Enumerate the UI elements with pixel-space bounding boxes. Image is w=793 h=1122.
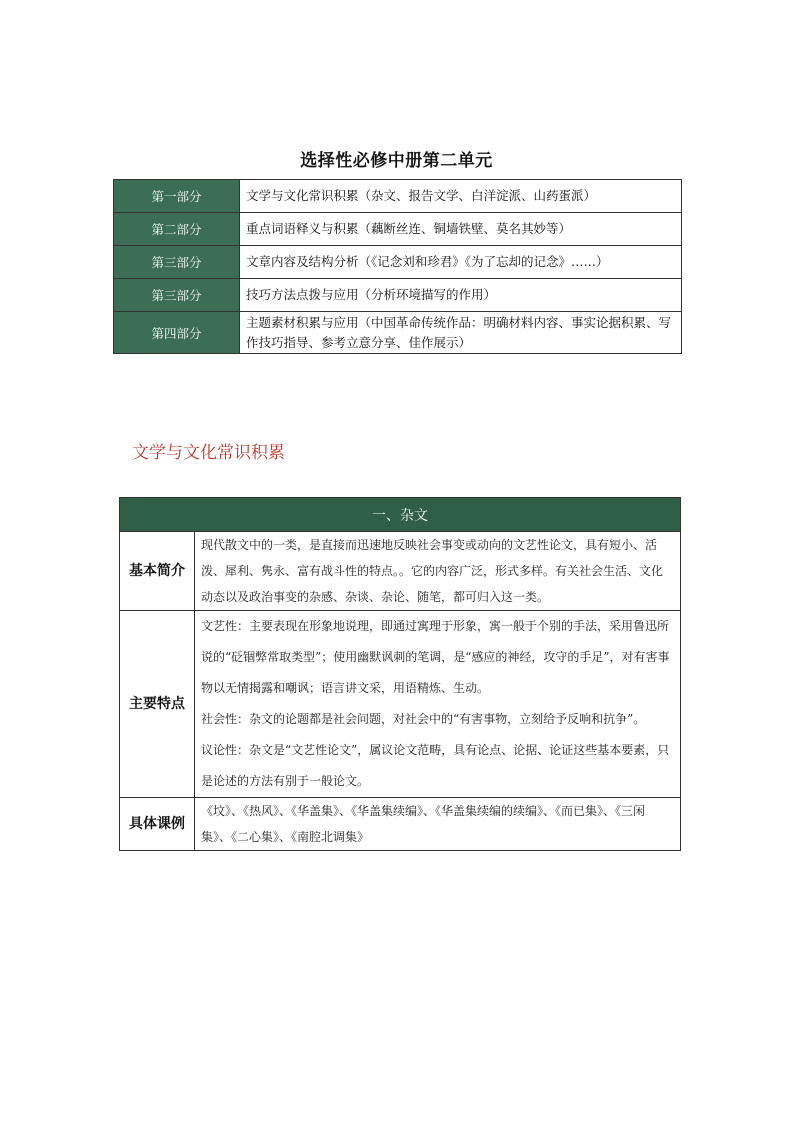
outline-part-label: 第四部分 [114,312,240,354]
outline-row [114,180,682,213]
zawen-features-row [120,611,681,798]
features-label: 主要特点 [120,611,195,798]
zawen-table [119,497,681,851]
outline-row [114,279,682,312]
intro-text: 现代散文中的一类，是直接而迅速地反映社会事变或动向的文艺性论文，具有短小、活泼、犀利、隽永、富有战斗性的特点。。它的内容广泛，形式多样。有关社会生活、文化动态以及政治事变的杂感、杂谈、杂论、随笔，都可归入这一类。 [195,532,681,611]
feature-artistic: 文艺性：主要表现在形象地说理，即通过寓理于形象，寓一般于个别的手法，采用鲁迅所说的“砭锢弊常取类型”；使用幽默讽刺的笔调，是“感应的神经，攻守的手足”，对有害事物以无情揭露和嘲讽；语言讲文采，用语精炼、生动。 [201,619,670,695]
outline-row [114,312,682,354]
outline-table [113,179,682,354]
outline-part-label: 第三部分 [114,279,240,312]
zawen-examples-row [120,798,681,851]
zawen-intro-row [120,532,681,611]
feature-argumentative: 议论性：杂文是“文艺性论文”，属议论文范畴，具有论点、论据、论证这些基本要素，只是论述的方法有别于一般论文。 [201,743,670,788]
examples-label: 具体课例 [120,798,195,851]
outline-row [114,213,682,246]
section-heading: 文学与文化常识积累 [132,443,285,463]
outline-part-label: 第三部分 [114,246,240,279]
outline-part-text: 重点词语释义与积累（藕断丝连、铜墙铁壁、莫名其妙等） [240,213,682,246]
examples-text: 《坟》、《热风》、《华盖集》、《华盖集续编》、《华盖集续编的续编》、《而已集》、《三闲集》、《二心集》、《南腔北调集》 [195,798,681,851]
outline-part-text: 文学与文化常识积累（杂文、报告文学、白洋淀派、山药蛋派） [240,180,682,213]
outline-row [114,246,682,279]
feature-social: 社会性：杂文的论题都是社会问题，对社会中的“有害事物，立刻给予反响和抗争”。 [201,712,646,726]
outline-part-text: 主题素材积累与应用（中国革命传统作品：明确材料内容、事实论据积累、写作技巧指导、参考立意分享、佳作展示） [240,312,682,354]
features-text [195,611,681,798]
outline-part-label: 第二部分 [114,213,240,246]
outline-part-text: 技巧方法点拨与应用（分析环境描写的作用） [240,279,682,312]
outline-part-label: 第一部分 [114,180,240,213]
zawen-table-header: 一、杂文 [120,498,681,532]
intro-label: 基本简介 [120,532,195,611]
page-title: 选择性必修中册第二单元 [300,151,493,171]
outline-part-text: 文章内容及结构分析（《记念刘和珍君》《为了忘却的记念》……） [240,246,682,279]
